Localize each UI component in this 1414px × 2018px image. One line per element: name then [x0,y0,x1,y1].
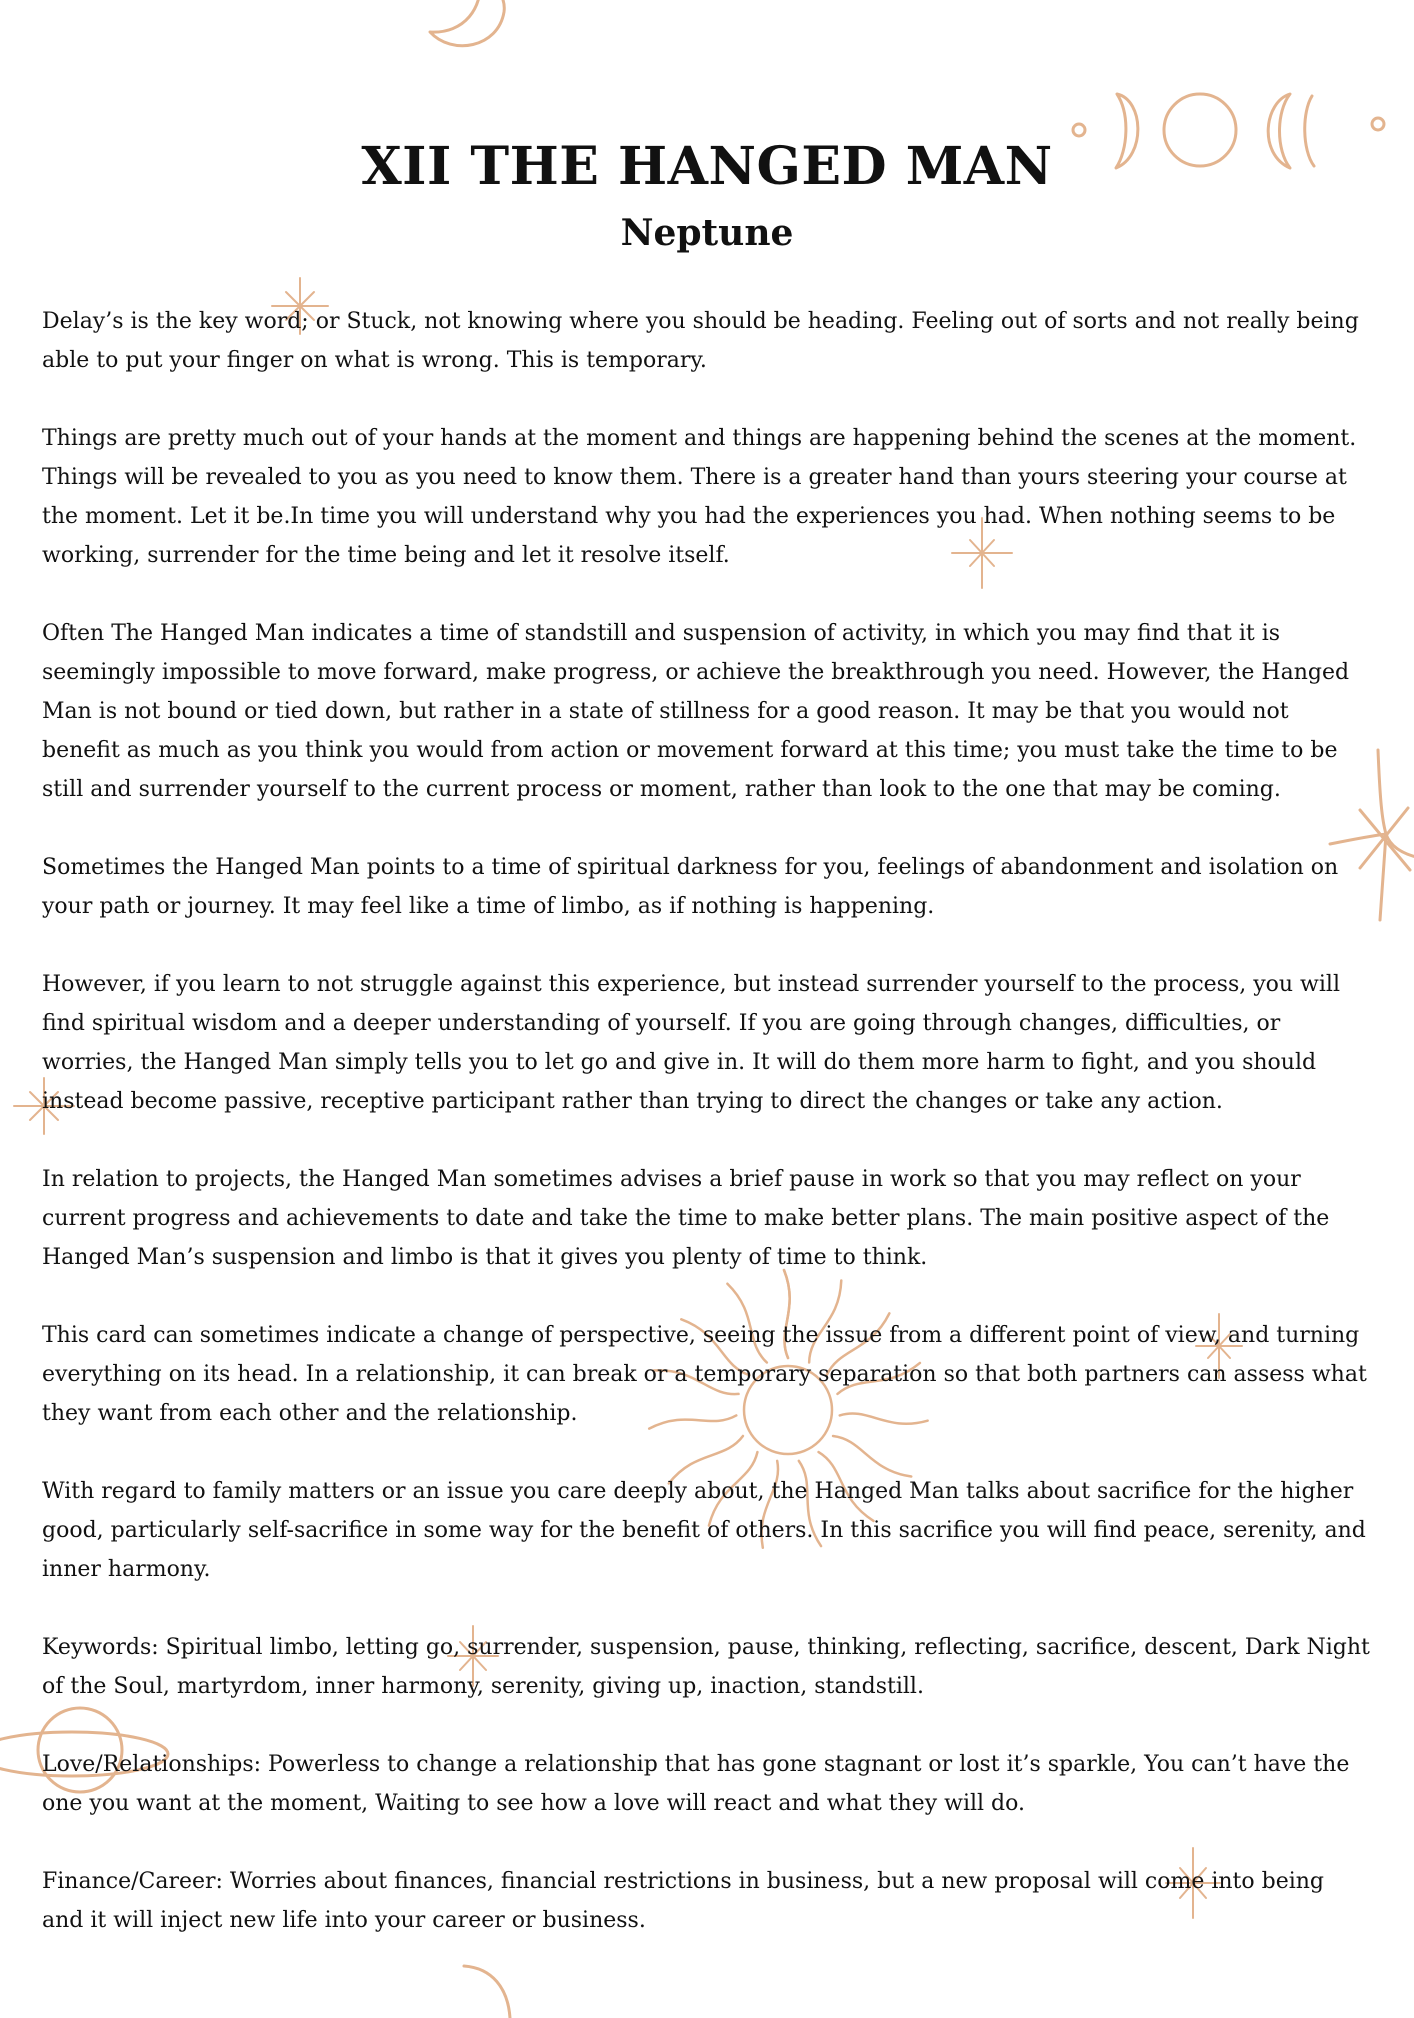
paragraph-standstill: Often The Hanged Man indicates a time of standstill and suspension of activity, in which you may find that it is seemingly impossible to move forward, make progress, or achieve the breakthrough you need. However, the Hanged Man is not bound or tied down, but rather in a state of stillness for a good reason. It may be that you would not benefit as much as you think you would from action or movement forward at this time; you must take the time to be still and surrender yourself to the current process or moment, rather than look to the one that may be coming. [42,621,1350,802]
paragraph-spiritual-darkness: Sometimes the Hanged Man points to a time of spiritual darkness for you, feelings of abandonment and isolation on your path or journey. It may feel like a time of limbo, as if nothing is happening. [42,855,1339,919]
page-subtitle: Neptune [620,212,794,254]
paragraph-out-of-hands: Things are pretty much out of your hands at the moment and things are happening behind the scenes at the moment. Things will be revealed to you as you need to know them. There is a greater hand than yours steering your course at the moment. Let it be.In time you will understand why you had the experiences you had. When nothing seems to be working, surrender for the time being and let it resolve itself. [42,426,1357,568]
paragraph-surrender: However, if you learn to not struggle against this experience, but instead surrender yourself to the process, you will find spiritual wisdom and a deeper understanding of yourself. If you are going through changes, difficulties, or worries, the Hanged Man simply tells you to let go and give in. It will do them more harm to fight, and you should instead become passive, receptive participant rather than trying to direct the changes or take any action. [42,972,1340,1114]
paragraph-projects: In relation to projects, the Hanged Man sometimes advises a brief pause in work so that you may reflect on your current progress and achievements to date and take the time to make better plans. The main positive aspect of the Hanged Man’s suspension and limbo is that it gives you plenty of time to think. [42,1167,1330,1270]
page-title: XII THE HANGED MAN [361,136,1053,197]
card-description [42,302,1370,1979]
paragraph-keywords: Keywords: Spiritual limbo, letting go, surrender, suspension, pause, thinking, reflecting, sacrifice, descent, Dark Night of the Soul, martyrdom, inner harmony, serenity, giving up, inaction, standstill. [42,1635,1370,1699]
paragraph-finance-career: Finance/Career: Worries about finances, financial restrictions in business, but a new proposal will come into being and it will inject new life into your career or business. [42,1869,1325,1933]
crescent-moon-icon [418,0,518,70]
paragraph-delay: Delay’s is the key word; or Stuck, not knowing where you should be heading. Feeling out of sorts and not really being able to put your finger on what is wrong. This is temporary. [42,309,1359,373]
paragraph-sacrifice: With regard to family matters or an issue you care deeply about, the Hanged Man talks about sacrifice for the higher good, particularly self-sacrifice in some way for the benefit of others. In this sacrifice you will find peace, serenity, and inner harmony. [42,1479,1366,1582]
paragraph-perspective: This card can sometimes indicate a change of perspective, seeing the issue from a different point of view, and turning everything on its head. In a relationship, it can break or a temporary separation so that both partners can assess what they want from each other and the relationship. [42,1323,1367,1426]
paragraph-love-relationships: Love/Relationships: Powerless to change a relationship that has gone stagnant or lost it’s sparkle, You can’t have the one you want at the moment, Waiting to see how a love will react and what they will do. [42,1752,1350,1816]
